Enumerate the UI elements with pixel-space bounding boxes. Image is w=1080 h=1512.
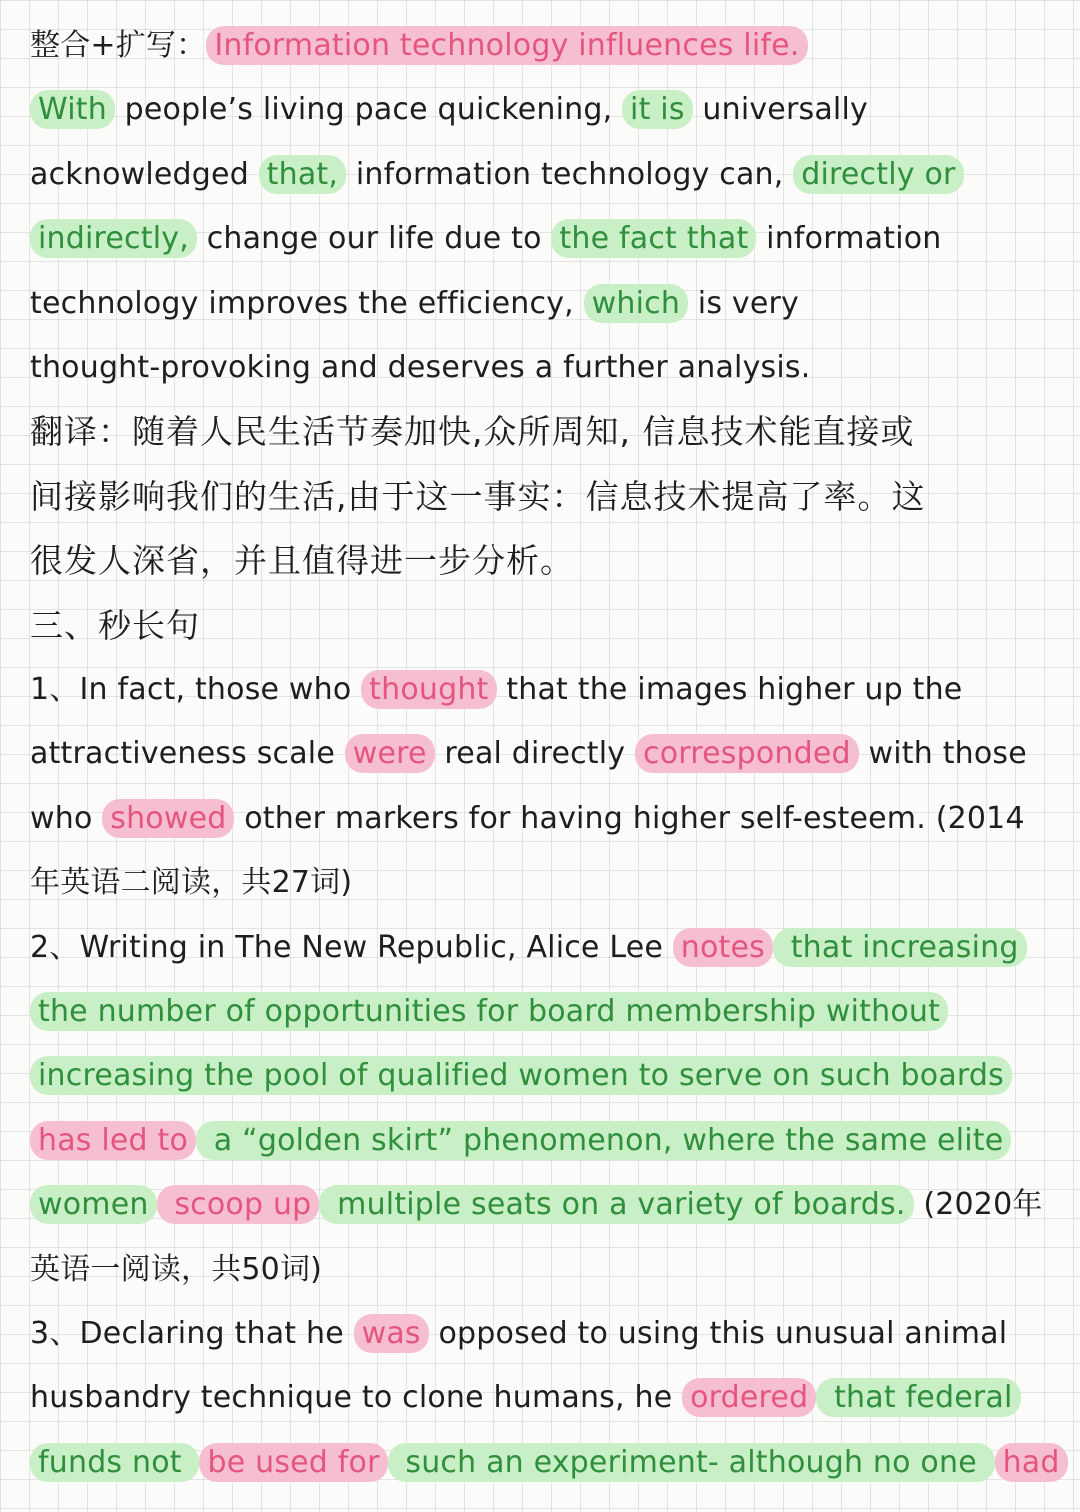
pink-highlight-segment: scoop up — [157, 1185, 320, 1224]
text-segment: 很发人深省，并且值得进一步分析。 — [30, 541, 574, 581]
text-segment: (2020年 — [913, 1187, 1043, 1223]
pink-highlight-segment: Information technology influences life. — [206, 26, 807, 65]
text-line — [30, 916, 1062, 980]
pink-highlight-segment: had — [995, 1443, 1068, 1482]
text-line — [30, 465, 1062, 529]
text-segment: change our life due to — [196, 221, 552, 257]
text-segment: acknowledged — [30, 156, 259, 192]
green-highlight-segment: such an experiment- although no one — [388, 1443, 995, 1482]
pink-highlight-segment: were — [345, 734, 435, 773]
text-segment: information technology can, — [346, 156, 794, 192]
text-segment: 翻译：随着人民生活节奏加快,众所周知, 信息技术能直接或 — [30, 412, 915, 452]
text-line — [30, 1109, 1062, 1173]
green-highlight-segment: indirectly, — [30, 219, 197, 258]
text-segment: 1、In fact, those who — [30, 672, 362, 707]
text-segment: thought-provoking and deserves a further analysis. — [30, 350, 811, 385]
text-line — [30, 1044, 1062, 1108]
text-line — [30, 1238, 1062, 1302]
green-highlight-segment: the number of opportunities for board membership without — [30, 992, 948, 1031]
text-line — [30, 1173, 1062, 1237]
text-segment: people’s living pace quickening, — [114, 92, 623, 128]
text-segment: is very — [688, 285, 799, 321]
text-line — [30, 78, 1062, 142]
green-highlight-segment: it is — [622, 90, 693, 129]
text-line — [30, 272, 1062, 336]
text-segment: 2、Writing in The New Republic, Alice Lee — [30, 929, 673, 965]
text-line — [30, 529, 1062, 593]
green-highlight-segment: the fact that — [551, 219, 756, 258]
text-segment: 整合+扩写： — [30, 28, 207, 63]
text-segment: attractiveness scale — [30, 736, 345, 772]
green-highlight-segment: funds not — [30, 1443, 199, 1482]
green-highlight-segment: women — [30, 1185, 157, 1224]
text-segment: opposed to using this unusual animal — [428, 1316, 1008, 1351]
text-line — [30, 1302, 1062, 1366]
text-segment: 年英语二阅读，共27词) — [30, 865, 353, 901]
pink-highlight-segment: corresponded — [635, 734, 859, 773]
text-segment: information — [756, 221, 942, 257]
green-highlight-segment: With — [30, 90, 115, 129]
text-segment: 英语一阅读，共50词) — [30, 1251, 323, 1287]
text-line — [30, 143, 1062, 207]
text-segment: 三、秒长句 — [30, 605, 200, 645]
pink-highlight-segment: has led to — [30, 1121, 196, 1160]
text-line — [30, 207, 1062, 271]
pink-highlight-segment: be used for — [199, 1443, 387, 1482]
text-segment: who — [30, 800, 103, 836]
text-line — [30, 980, 1062, 1044]
text-segment: other markers for having higher self-esteem. (2014 — [234, 800, 1025, 836]
text-segment: with those — [858, 736, 1027, 772]
text-segment: technology improves the efficiency, — [30, 285, 584, 321]
text-line — [30, 400, 1062, 464]
green-highlight-segment: that, — [259, 155, 346, 194]
text-segment: 3、Declaring that he — [30, 1316, 354, 1351]
text-segment: universally — [692, 92, 868, 128]
pink-highlight-segment: notes — [673, 928, 773, 967]
text-line — [30, 594, 1062, 658]
green-highlight-segment: that federal — [816, 1378, 1020, 1417]
text-segment: husbandry technique to clone humans, he — [30, 1380, 683, 1416]
text-line — [30, 787, 1062, 851]
text-line — [30, 658, 1062, 722]
green-highlight-segment: which — [584, 284, 688, 323]
pink-highlight-segment: showed — [102, 799, 234, 838]
text-line — [30, 14, 1062, 78]
green-highlight-segment: that increasing — [773, 928, 1027, 967]
text-segment: 间接影响我们的生活,由于这一事实：信息技术提高了率。这 — [30, 476, 926, 516]
green-highlight-segment: directly or — [793, 155, 963, 194]
green-highlight-segment: multiple seats on a variety of boards. — [319, 1185, 913, 1224]
text-line — [30, 1366, 1062, 1430]
text-line — [30, 722, 1062, 786]
pink-highlight-segment: was — [354, 1314, 429, 1353]
green-highlight-segment: increasing the pool of qualified women to serve on such boards — [30, 1056, 1012, 1095]
text-line — [30, 851, 1062, 915]
text-segment: real directly — [434, 736, 635, 772]
green-highlight-segment: a “golden skirt” phenomenon, where the same elite — [196, 1121, 1011, 1160]
text-segment: that the images higher up the — [496, 672, 963, 707]
text-line — [30, 336, 1062, 400]
pink-highlight-segment: ordered — [682, 1378, 816, 1417]
pink-highlight-segment: thought — [361, 670, 496, 709]
text-line — [30, 1431, 1062, 1495]
